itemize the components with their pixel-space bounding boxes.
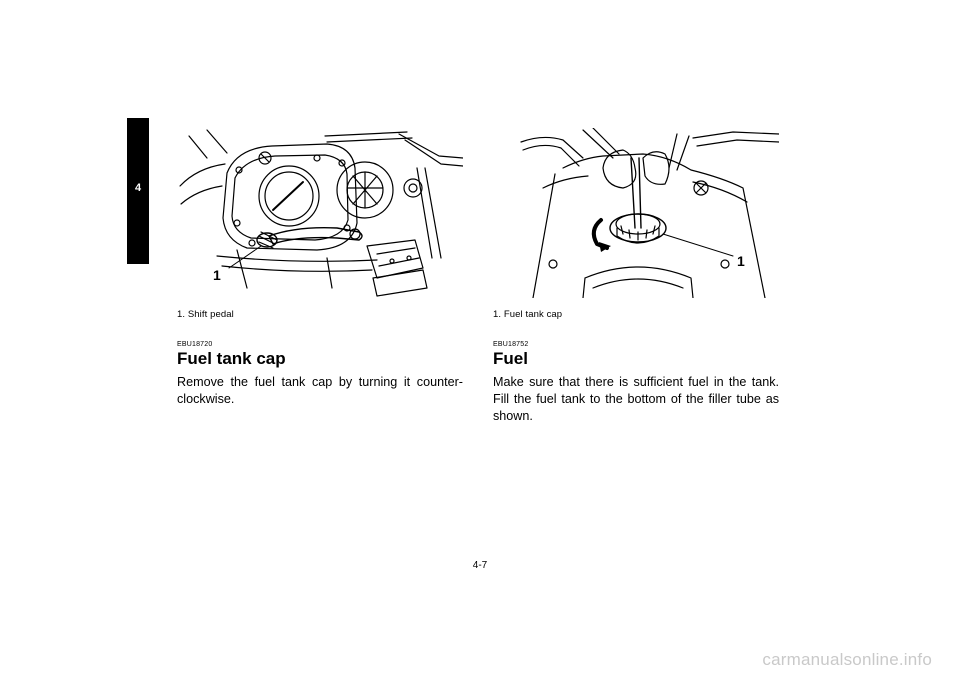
section-code: EBU18752 — [493, 341, 529, 348]
left-column — [177, 128, 463, 408]
shift-pedal-callout: 1 — [213, 267, 221, 283]
section-body: Remove the fuel tank cap by turning it counter-clockwise. — [177, 375, 463, 406]
shift-pedal-illustration — [177, 128, 463, 298]
figure-caption: 1. Shift pedal — [177, 309, 234, 320]
footer-watermark: carmanualsonline.info — [762, 650, 932, 669]
figure-caption: 1. Fuel tank cap — [493, 309, 563, 320]
page-number: 4-7 — [472, 560, 488, 571]
section-heading: Fuel — [493, 349, 528, 368]
fuel-tank-cap-callout: 1 — [737, 253, 745, 269]
chapter-tab-number: 4 — [134, 182, 142, 194]
chapter-tab — [127, 118, 149, 264]
section-body: Make sure that there is sufficient fuel in the tank. Fill the fuel tank to the bottom of the filler tube as shown. — [493, 375, 779, 423]
section-code: EBU18720 — [177, 341, 213, 348]
section-heading: Fuel tank cap — [177, 349, 286, 368]
right-column — [493, 128, 779, 425]
fuel-tank-cap-illustration — [493, 128, 779, 298]
